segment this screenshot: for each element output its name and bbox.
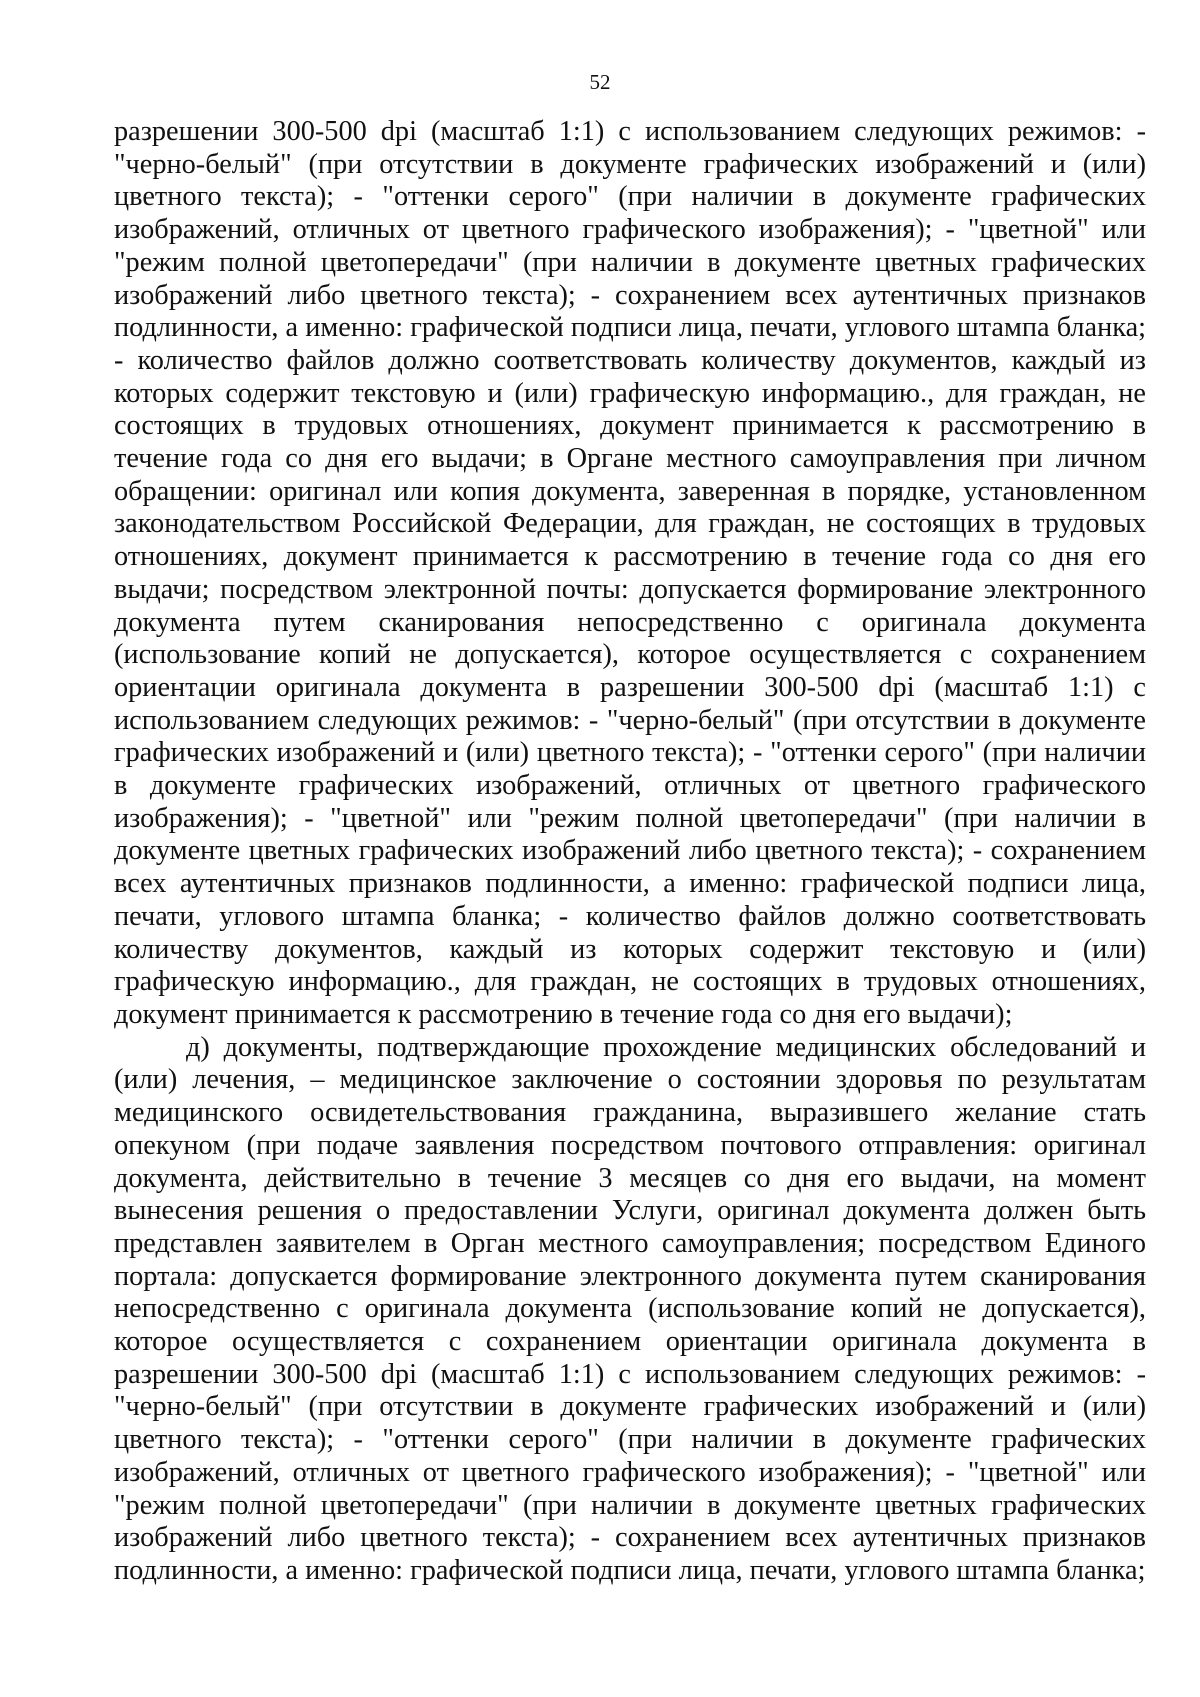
document-body — [114, 116, 1146, 1588]
paragraph-continuation: разрешении 300-500 dpi (масштаб 1:1) с использованием следующих режимов: - "черно-белый" (при отсутствии в документе графических изображений и (или) цветного текста); - "оттенки серого" (при наличии в документе графических изображений, отличных от цветного графического изображения); - "цветной" или "режим полной цветопередачи" (при наличии в документе цветных графических изображений либо цветного текста); - сохранением всех аутентичных признаков подлинности, а именно: графической подписи лица, печати, углового штампа бланка; - количество файлов должно соответствовать количеству документов, каждый из которых содержит текстовую и (или) графическую информацию., для граждан, не состоящих в трудовых отношениях, документ принимается к рассмотрению в течение года со дня его выдачи; в Органе местного самоуправления при личном обращении: оригинал или копия документа, заверенная в порядке, установленном законодательством Российской Федерации, для граждан, не состоящих в трудовых отношениях, документ принимается к рассмотрению в течение года со дня его выдачи; посредством электронной почты: допускается формирование электронного документа путем сканирования непосредственно с оригинала документа (использование копий не допускается), которое осуществляется с сохранением ориентации оригинала документа в разрешении 300-500 dpi (масштаб 1:1) с использованием следующих режимов: - "черно-белый" (при отсутствии в документе графических изображений и (или) цветного текста); - "оттенки серого" (при наличии в документе графических изображений, отличных от цветного графического изображения); - "цветной" или "режим полной цветопередачи" (при наличии в документе цветных графических изображений либо цветного текста); - сохранением всех аутентичных признаков подлинности, а именно: графической подписи лица, печати, углового штампа бланка; - количество файлов должно соответствовать количеству документов, каждый из которых содержит текстовую и (или) графическую информацию., для граждан, не состоящих в трудовых отношениях, документ принимается к рассмотрению в течение года со дня его выдачи); — [114, 116, 1146, 1030]
page-number: 52 — [589, 70, 611, 94]
paragraph-item-d: д) документы, подтверждающие прохождение медицинских обследований и (или) лечения, – медицинское заключение о состоянии здоровья по результатам медицинского освидетельствования гражданина, выразившего желание стать опекуном (при подаче заявления посредством почтового отправления: оригинал документа, действительно в течение 3 месяцев со дня его выдачи, на момент вынесения решения о предоставлении Услуги, оригинал документа должен быть представлен заявителем в Орган местного самоуправления; посредством Единого портала: допускается формирование электронного документа путем сканирования непосредственно с оригинала документа (использование копий не допускается), которое осуществляется с сохранением ориентации оригинала документа в разрешении 300-500 dpi (масштаб 1:1) с использованием следующих режимов: - "черно-белый" (при отсутствии в документе графических изображений и (или) цветного текста); - "оттенки серого" (при наличии в документе графических изображений, отличных от цветного графического изображения); - "цветной" или "режим полной цветопередачи" (при наличии в документе цветных графических изображений либо цветного текста); - сохранением всех аутентичных признаков подлинности, а именно: графической подписи лица, печати, углового штампа бланка; — [114, 1031, 1146, 1586]
